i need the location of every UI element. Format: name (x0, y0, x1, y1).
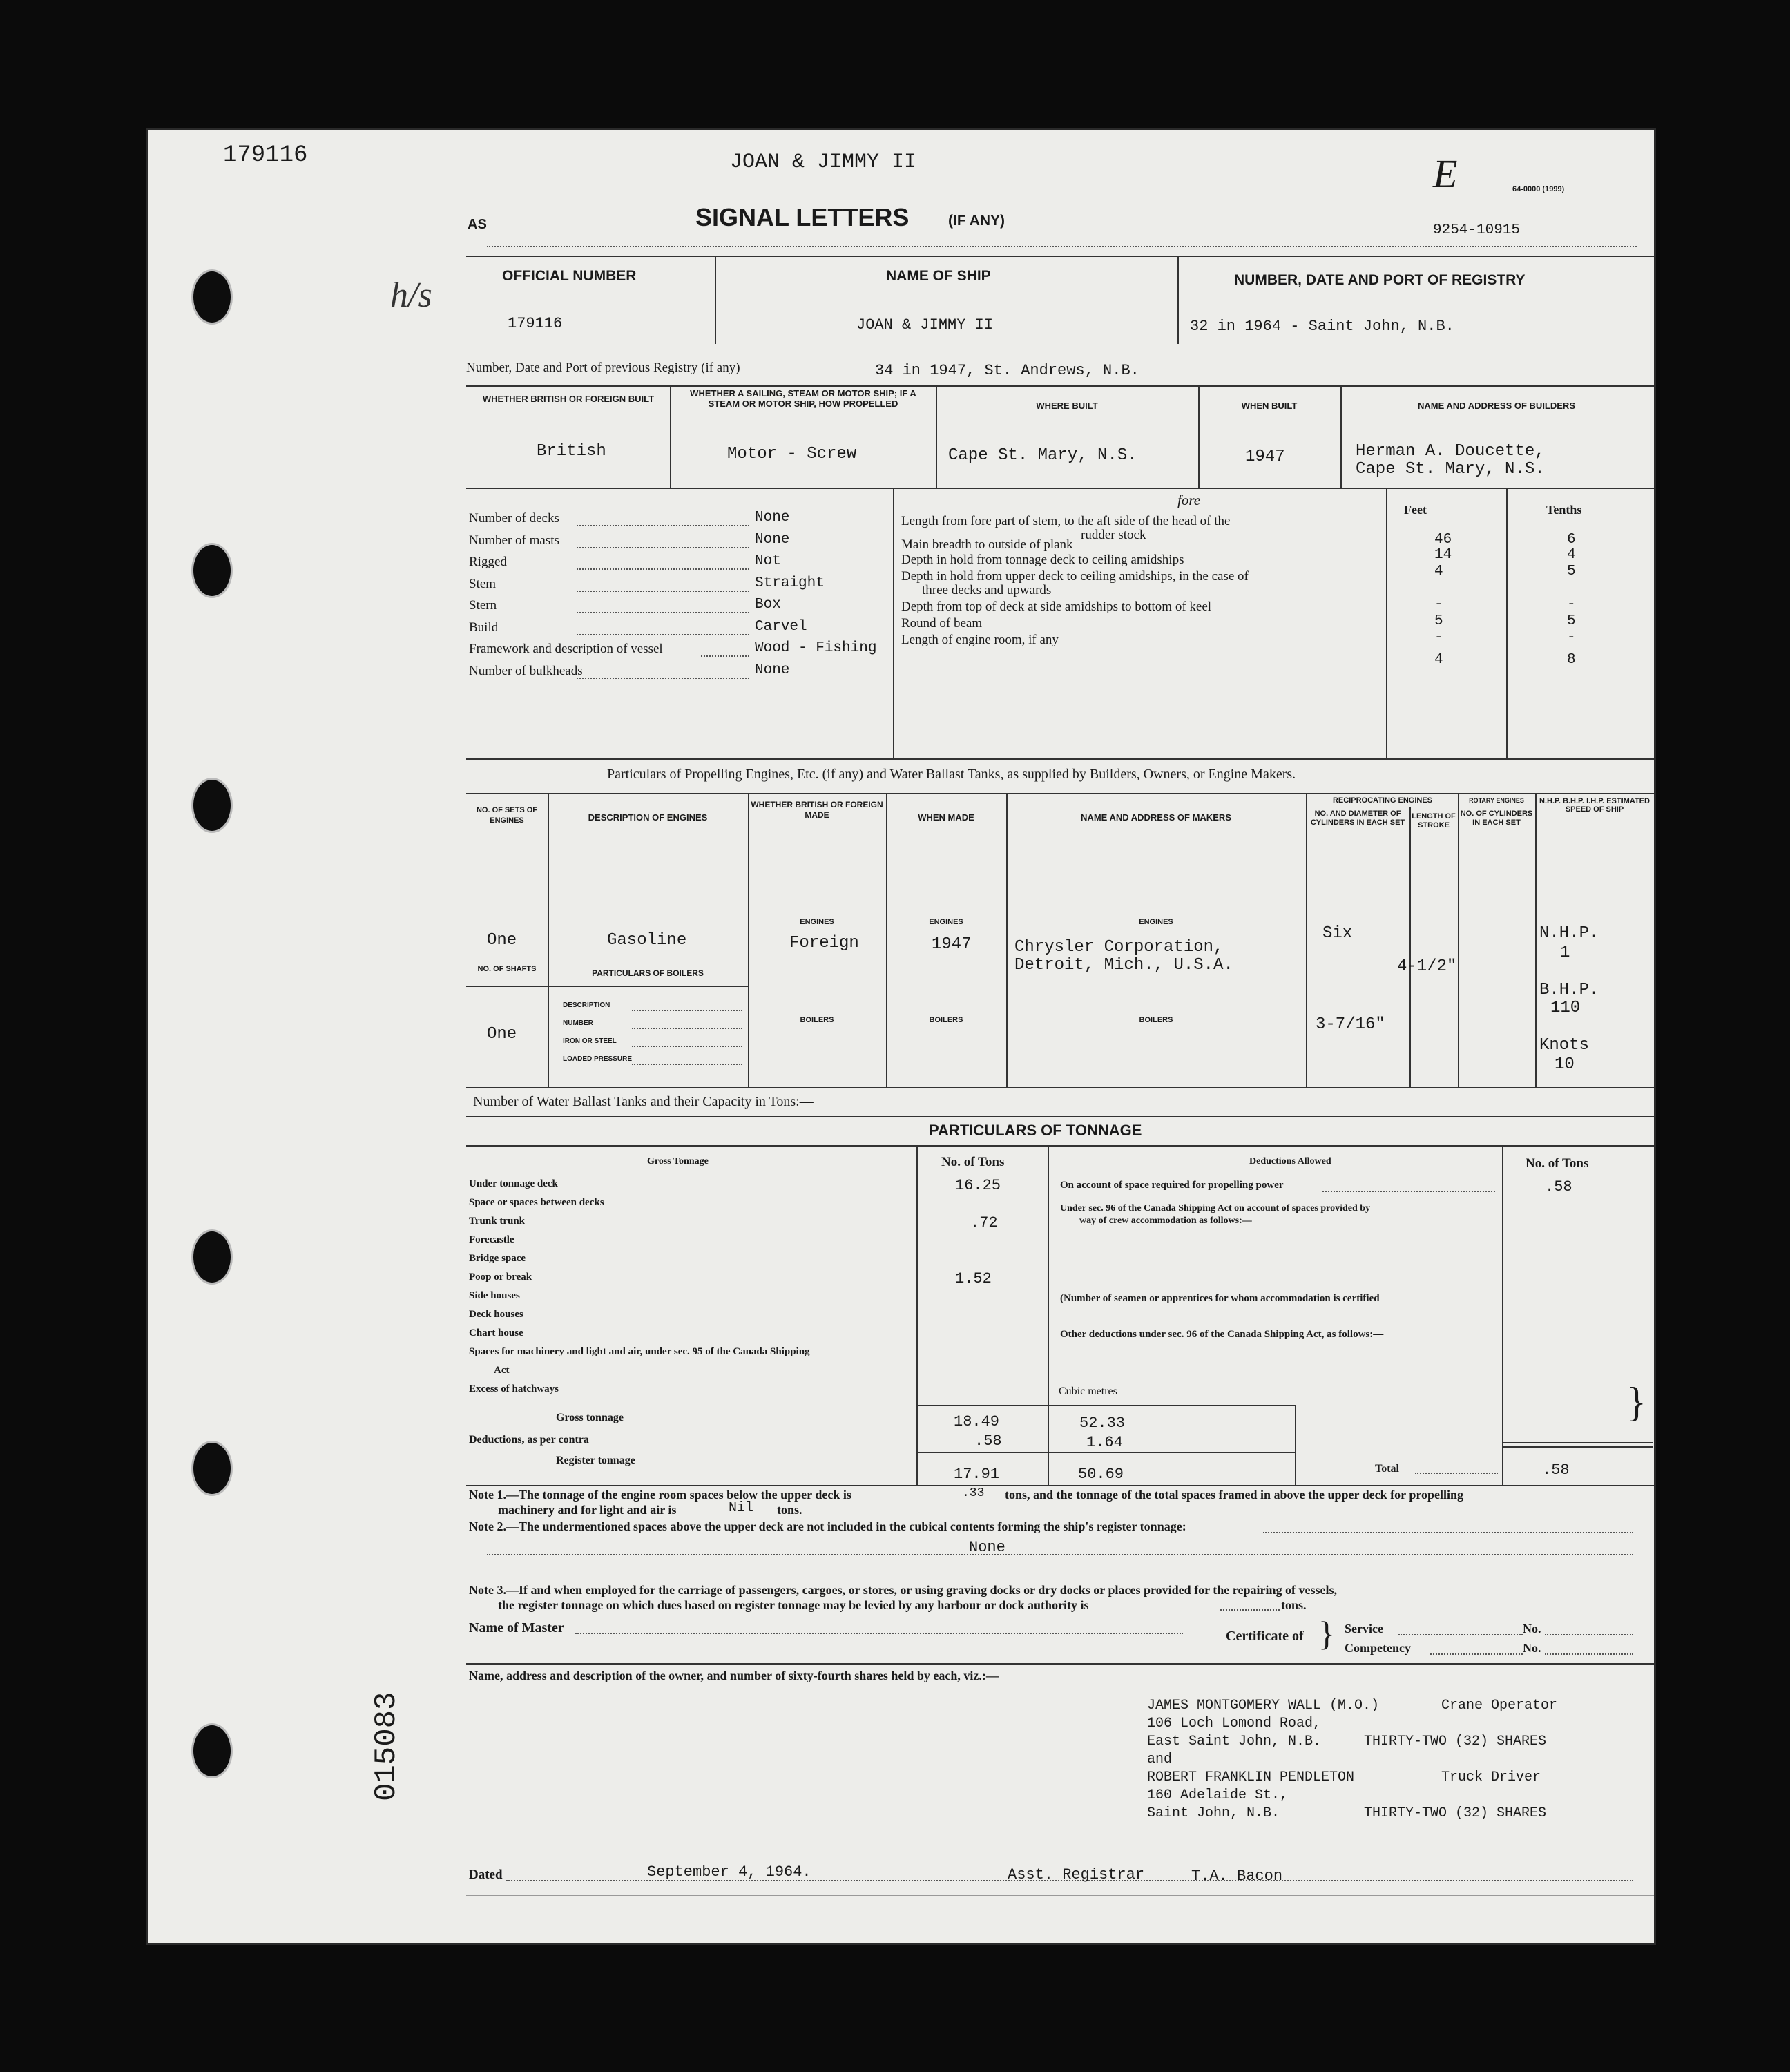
dimension-label: Round of beam (901, 616, 983, 631)
detail-value: Straight (755, 575, 825, 591)
cubic-metres-label: Cubic metres (1059, 1385, 1117, 1397)
gross-row-label: Excess of hatchways (469, 1383, 559, 1394)
detail-value: None (755, 662, 790, 678)
note2-value: None (969, 1539, 1005, 1556)
dated-value: September 4, 1964. (647, 1863, 811, 1881)
builders-header: NAME AND ADDRESS OF BUILDERS (1418, 401, 1575, 411)
boilers-sub-label-3: BOILERS (1139, 1016, 1173, 1024)
sets-header: NO. OF SETS OF ENGINES (476, 806, 537, 825)
owner-line: 160 Adelaide St., (1147, 1787, 1289, 1803)
ref-number: 9254-10915 (1433, 222, 1521, 238)
rotary-header: ROTARY ENGINES (1469, 797, 1524, 804)
engine-sets: One (487, 931, 517, 950)
service-label: Service (1345, 1622, 1383, 1635)
nhp-value: 1 (1560, 943, 1570, 962)
register-tons: 17.91 (954, 1466, 1000, 1483)
ship-name: JOAN & JIMMY II (856, 316, 994, 334)
feet-value: 4 (1434, 564, 1443, 579)
cylinders-value: Six (1322, 924, 1353, 943)
engine-description-header: DESCRIPTION OF ENGINES (588, 812, 708, 823)
deductions-label: Deductions, as per contra (469, 1434, 589, 1446)
maker-line-1: Chrysler Corporation, (1014, 938, 1224, 957)
gross-row-value: 16.25 (955, 1177, 1001, 1194)
engines-sub-label: ENGINES (1139, 918, 1173, 926)
rotary-cylinders-header: NO. OF CYLINDERS IN EACH SET (1460, 809, 1533, 827)
owner-detail: THIRTY-TWO (32) SHARES (1364, 1805, 1547, 1821)
tenths-value: - (1567, 630, 1576, 646)
deduction-crew: Under sec. 96 of the Canada Shipping Act on account of spaces provided by (1060, 1203, 1371, 1214)
official-number: 179116 (508, 315, 563, 332)
maker-line-2: Detroit, Mich., U.S.A. (1014, 956, 1233, 975)
fore-insert: fore (1177, 492, 1201, 508)
cylinders-header: NO. AND DIAMETER OF CYLINDERS IN EACH SET (1310, 809, 1405, 827)
gross-row-label: Forecastle (469, 1234, 514, 1245)
detail-value: None (755, 531, 790, 548)
gross-row-label: Poop or break (469, 1272, 532, 1283)
punch-hole-icon (191, 1441, 233, 1496)
note3-text-3: tons. (1281, 1598, 1307, 1612)
feet-value: - (1434, 597, 1443, 613)
as-label: AS (468, 217, 487, 232)
owner-detail: THIRTY-TWO (32) SHARES (1364, 1734, 1547, 1749)
deductions-tons: .58 (974, 1432, 1002, 1450)
dimension-label: Length from fore part of stem, to the aft side of the head of the (901, 514, 1231, 528)
dimension-label-2: three decks and upwards (922, 583, 1052, 597)
deduction-crew-2: way of crew accommodation as follows:— (1079, 1216, 1252, 1226)
gross-row-label: Bridge space (469, 1253, 526, 1264)
punch-hole-icon (191, 778, 233, 833)
propulsion: Motor - Screw (727, 445, 857, 463)
initials: h/s (390, 276, 432, 315)
gross-tonnage-header: Gross Tonnage (647, 1156, 709, 1167)
dimension-label: Depth from top of deck at side amidships to bottom of keel (901, 599, 1212, 614)
punch-hole-icon (191, 1229, 233, 1285)
dated-label: Dated (469, 1868, 503, 1882)
gross-row-value: .72 (970, 1214, 998, 1231)
when-built: 1947 (1245, 448, 1285, 466)
deductions-header: Deductions Allowed (1249, 1156, 1331, 1167)
where-built: Cape St. Mary, N.S. (948, 446, 1137, 465)
bhp-value: 110 (1550, 999, 1581, 1017)
competency-label: Competency (1345, 1641, 1411, 1655)
engine-british-header: WHETHER BRITISH OR FOREIGN MADE (751, 800, 883, 820)
feet-value: 4 (1434, 652, 1443, 668)
tenths-value: 8 (1567, 652, 1576, 668)
detail-label: Number of masts (469, 533, 559, 548)
dimension-label: Length of engine room, if any (901, 633, 1059, 647)
deductions-cubic: 1.64 (1086, 1434, 1123, 1451)
stroke-value: 4-1/2" (1397, 957, 1457, 976)
ship-name-label: NAME OF SHIP (886, 268, 991, 284)
note2-text: Note 2.—The undermentioned spaces above the upper deck are not included in the cubical contents forming the ship's register tonnage: (469, 1519, 1186, 1533)
detail-value: None (755, 510, 790, 526)
competency-no-label: No. (1523, 1641, 1541, 1655)
engines-sub-label-2: ENGINES (800, 918, 834, 926)
detail-label: Number of bulkheads (469, 663, 583, 678)
owner-line: Saint John, N.B. (1147, 1805, 1280, 1821)
punch-hole-icon (191, 1723, 233, 1778)
registrar-name: T.A. Bacon (1191, 1868, 1283, 1885)
total-value: .58 (1542, 1461, 1570, 1479)
dimension-label: Depth in hold from tonnage deck to ceiling amidships (901, 553, 1184, 567)
boiler-row-label: NUMBER (563, 1019, 593, 1027)
detail-value: Not (755, 553, 781, 569)
detail-value: Box (755, 597, 781, 613)
bhp-label: B.H.P. (1539, 981, 1599, 999)
tons-header-2: No. of Tons (1526, 1156, 1589, 1171)
owner-line: and (1147, 1752, 1173, 1767)
horsepower-header: N.H.P. B.H.P. I.H.P. ESTIMATED SPEED OF SHIP (1539, 797, 1650, 814)
deduction-seamen: (Number of seamen or apprentices for whom accommodation is certified (1060, 1293, 1380, 1304)
british-built-header: WHETHER BRITISH OR FOREIGN BUILT (482, 394, 655, 404)
bore-value: 3-7/16" (1316, 1015, 1385, 1034)
deduction-propelling-value: .58 (1545, 1178, 1572, 1196)
dimension-label: Depth in hold from upper deck to ceiling amidships, in the case of (901, 569, 1249, 584)
master-label: Name of Master (469, 1620, 564, 1635)
detail-label: Number of decks (469, 511, 559, 526)
service-no-label: No. (1523, 1622, 1541, 1635)
feet-value: 5 (1434, 613, 1443, 629)
engines-sub-label-3: ENGINES (929, 918, 963, 926)
owner-detail: Truck Driver (1441, 1769, 1541, 1785)
note1-value: .33 (962, 1486, 985, 1500)
boiler-row-label: IRON OR STEEL (563, 1037, 617, 1045)
tonnage-title: PARTICULARS OF TONNAGE (929, 1122, 1142, 1139)
tenths-value: 5 (1567, 564, 1576, 579)
detail-value: Wood - Fishing (755, 640, 877, 656)
ballast-label: Number of Water Ballast Tanks and their Capacity in Tons:— (473, 1094, 814, 1109)
file-number: 179116 (223, 142, 308, 169)
note3-text: Note 3.—If and when employed for the carriage of passengers, cargoes, or stores, or using graving docks or dry docks or places provided for the repairing of vessels, (469, 1583, 1337, 1597)
gross-tons: 18.49 (954, 1413, 1000, 1430)
registry-form-page: 179116 JOAN & JIMMY II E 64-0000 (1999) AS SIGNAL LETTERS (IF ANY) 9254-10915 h/s OFFICIAL NUMBER 179116 NAME OF SHIP JOAN & JIMMY II NUMBER, DATE AND PORT OF REGISTRY 32 in 1964 - Saint John, N.B. Number, Date and Port of previous Registry (if any) 34 in 1947, St. Andrews, N.B. WHETHER BRITISH OR FOREIGN BUILT WHETHER A SAILING, STEAM OR MOTOR SHIP; IF A STEAM OR MOTOR SHIP, HOW PROPELLED WHERE BUILT WHEN BUILT NAME AND ADDRESS OF BUILDERS British Motor - Screw Cape St. Mary, N.S. 1947 Herman A. Doucette, Cape St. Mary, N.S. Feet Tenths fore Particulars of Propelling Engines, Etc. (if any) and Water Ballast Tanks, as supplied by Builders, Owners, or Engine Makers. NO. OF SETS OF ENGINES DESCRIPTION OF ENGINES WHETHER BRITISH OR FOREIGN MADE WHEN MADE NAME AND ADDRESS OF MAKERS RECIPROCATING ENGINES NO. AND DIAMETER OF CYLINDERS IN EACH SET LENGTH OF STROKE ROTARY ENGINES NO. OF CYLINDERS IN EACH SET N.H.P. B.H.P. I.H.P. ESTIMATED SPEED OF SHIP ENGINES ENGINES ENGINES One Gasoline Foreign 1947 Chrysler Corporation, Detroit, Mich., U.S.A. Six 4-1/2" N.H.P. 1 B.H.P. 110 Knots 10 NO. OF SHAFTS PARTICULARS OF BOILERS One BOILERS BOILERS BOILERS 3-7/16" Number of Water Ballast Tanks and their Capacity in Tons:— PARTICULARS OF TONNAGE Gross Tonnage No. of Tons Deductions Allowed No. of Tons On account of space required for propelling power .58 Under sec. 96 of the Canada Shipping Act on account of spaces provided by way of crew accommodation as follows:— (Number of seamen or apprentices for whom accommodation is certified Other deductions under sec. 96 of the Canada Shipping Act, as follows:— Cubic metres } Gross tonnage 18.49 52.33 Deductions, as per contra .58 1.64 Register tonnage 17.91 50.69 Total .58 Note 1.—The tonnage of the engine room spaces below the upper deck is .33 tons, and the tonnage of the total spaces framed in above the upper deck for propelling machinery and for light and air is Nil tons. Note 2.—The undermentioned spaces above the upper deck are not included in the cubical contents forming the ship's register tonnage: None Note 3.—If and when employed for the carriage of passengers, cargoes, or stores, or using graving docks or dry docks or places provided for the repairing of vessels, the register tonnage on which dues based on register tonnage may be levied by any harbour or dock authority is tons. Name of Master Certificate of } Service No. Competency No. Name, address and description of the owner, and number of sixty-fourth shares held by each, viz.:— 015083 Dated September 4, 1964. Asst. Registrar T.A. Bacon Number of decks None Number of masts None Rigged Not Stem Straight Stern Box Build Carvel Framework and description of vessel Wood - Fishing Number of bulkheads None Length from fore part of stem, to the aft side of the head of the rudder stock 46 6 Main breadth to outside of plank 14 4 Depth in hold from tonnage deck to ceiling amidships 4 5 Depth in hold from upper deck to ceiling amidships, in the case of three decks and upwards - - Depth from top of deck at side amidships to bottom of keel 5 5 Round of beam - - Length of engine room, if any 4 8 DESCRIPTION NUMBER IRON OR STEEL LOADED PRESSURE Under tonnage deck 16.25 Space or spaces between decks Trunk trunk .72 Forecastle Bridge space Poop or break 1.52 Side houses Deck houses Chart house Spaces for machinery and light and air, under sec. 95 of the Canada Shipping Act Excess of hatchways JAMES MONTGOMERY WALL (M.O.) Crane Operator 106 Loch Lomond Road, East Saint John, N.B. THIRTY-TWO (32) SHARES and ROBERT FRANKLIN PENDLETON Truck Driver 160 Adelaide St., Saint John, N.B. THIRTY-TWO (32) SHARES (148, 130, 1654, 1943)
owner-line: JAMES MONTGOMERY WALL (M.O.) (1147, 1698, 1380, 1714)
tenths-label: Tenths (1546, 503, 1582, 517)
note1-text-4: tons. (777, 1503, 802, 1517)
boiler-row-label: DESCRIPTION (563, 1001, 610, 1009)
owners-label: Name, address and description of the owner, and number of sixty-fourth shares held by each, viz.:— (469, 1669, 999, 1682)
detail-label: Stern (469, 598, 497, 613)
registry-port-label: NUMBER, DATE AND PORT OF REGISTRY (1234, 272, 1526, 288)
detail-value: Carvel (755, 618, 807, 635)
feet-label: Feet (1404, 503, 1427, 517)
register-cubic: 50.69 (1078, 1466, 1124, 1483)
gross-row-label: Chart house (469, 1327, 523, 1339)
boilers-sub-label: BOILERS (800, 1016, 834, 1024)
owner-line: East Saint John, N.B. (1147, 1734, 1322, 1749)
if-any-label: (IF ANY) (948, 213, 1005, 229)
detail-label: Framework and description of vessel (469, 642, 663, 656)
nhp-label: N.H.P. (1539, 924, 1599, 943)
boiler-row-label: LOADED PRESSURE (563, 1055, 633, 1063)
note3-text-2: the register tonnage on which dues based on register tonnage may be levied by any harbour or dock authority is (498, 1598, 1089, 1612)
detail-label: Rigged (469, 555, 507, 569)
certificate-label: Certificate of (1226, 1629, 1304, 1644)
gross-row-label: Spaces for machinery and light and air, under sec. 95 of the Canada Shipping (469, 1346, 810, 1357)
propulsion-header: WHETHER A SAILING, STEAM OR MOTOR SHIP; IF A STEAM OR MOTOR SHIP, HOW PROPELLED (690, 388, 916, 409)
note1-text-2: tons, and the tonnage of the total spaces framed in above the upper deck for propelling (1005, 1488, 1464, 1502)
gross-cubic: 52.33 (1079, 1414, 1126, 1432)
gross-row-label: Space or spaces between decks (469, 1197, 604, 1208)
tenths-value: 6 (1567, 532, 1576, 548)
builder-line-2: Cape St. Mary, N.S. (1356, 460, 1545, 479)
gross-row-label: Side houses (469, 1290, 520, 1301)
official-number-label: OFFICIAL NUMBER (502, 268, 637, 284)
owner-detail: Crane Operator (1441, 1698, 1558, 1714)
makers-header: NAME AND ADDRESS OF MAKERS (1081, 812, 1231, 823)
feet-value: - (1434, 630, 1443, 646)
previous-registry: 34 in 1947, St. Andrews, N.B. (875, 362, 1139, 379)
registrar-label: Asst. Registrar (1008, 1866, 1145, 1883)
tenths-value: - (1567, 597, 1576, 613)
deduction-other: Other deductions under sec. 96 of the Canada Shipping Act, as follows:— (1060, 1329, 1384, 1340)
punch-hole-icon (191, 269, 233, 325)
gross-row-label: Trunk trunk (469, 1216, 526, 1227)
gross-row-label: Under tonnage deck (469, 1178, 558, 1189)
gross-row-label: Act (494, 1365, 510, 1376)
stamp-number: 015083 (369, 1691, 404, 1801)
note1-text-3: machinery and for light and air is (498, 1503, 677, 1517)
detail-label: Stem (469, 576, 497, 591)
feet-value: 14 (1434, 547, 1452, 563)
tons-header: No. of Tons (941, 1155, 1005, 1169)
previous-registry-label: Number, Date and Port of previous Registry (if any) (466, 361, 740, 375)
register-tonnage-label: Register tonnage (556, 1455, 635, 1466)
boilers-sub-label-2: BOILERS (929, 1016, 963, 1024)
reciprocating-header: RECIPROCATING ENGINES (1332, 796, 1433, 805)
engines-title: Particulars of Propelling Engines, Etc. (if any) and Water Ballast Tanks, as supplied by Builders, Owners, or Engine Makers. (607, 767, 1296, 782)
tenths-value: 5 (1567, 613, 1576, 629)
engine-when-made: 1947 (932, 935, 972, 954)
when-built-header: WHEN BUILT (1241, 401, 1298, 411)
knots-value: 10 (1555, 1055, 1575, 1074)
gross-tonnage-label: Gross tonnage (556, 1412, 624, 1423)
note1-value-2: Nil (729, 1500, 754, 1516)
shafts-header: NO. OF SHAFTS (477, 965, 537, 973)
note1-text: Note 1.—The tonnage of the engine room spaces below the upper deck is (469, 1488, 851, 1502)
tenths-value: 4 (1567, 547, 1576, 563)
total-label: Total (1375, 1463, 1399, 1475)
engine-origin: Foreign (789, 934, 859, 952)
british-built: British (537, 442, 606, 461)
dimension-label: Main breadth to outside of plank (901, 537, 1073, 552)
corner-letter: E (1433, 151, 1458, 196)
ship-title-top: JOAN & JIMMY II (730, 151, 917, 174)
signal-letters-label: SIGNAL LETTERS (695, 203, 910, 231)
gross-row-value: 1.52 (955, 1270, 992, 1287)
stroke-header: LENGTH OF STROKE (1412, 812, 1456, 829)
feet-value: 46 (1434, 532, 1452, 548)
owner-line: 106 Loch Lomond Road, (1147, 1716, 1322, 1732)
owner-line: ROBERT FRANKLIN PENDLETON (1147, 1769, 1355, 1785)
builder-line-1: Herman A. Doucette, (1356, 442, 1545, 461)
knots-label: Knots (1539, 1036, 1590, 1055)
deduction-propelling: On account of space required for propelling power (1060, 1180, 1284, 1191)
where-built-header: WHERE BUILT (1036, 401, 1098, 411)
shafts-value: One (487, 1025, 517, 1044)
boilers-header: PARTICULARS OF BOILERS (592, 968, 704, 978)
registry-port: 32 in 1964 - Saint John, N.B. (1190, 318, 1454, 335)
gross-row-label: Deck houses (469, 1309, 523, 1320)
engine-description: Gasoline (607, 931, 687, 950)
punch-hole-icon (191, 543, 233, 598)
detail-label: Build (469, 620, 499, 635)
when-made-header: WHEN MADE (918, 812, 974, 823)
dimension-label-2: rudder stock (1081, 528, 1146, 542)
form-code: 64-0000 (1999) (1512, 185, 1565, 193)
